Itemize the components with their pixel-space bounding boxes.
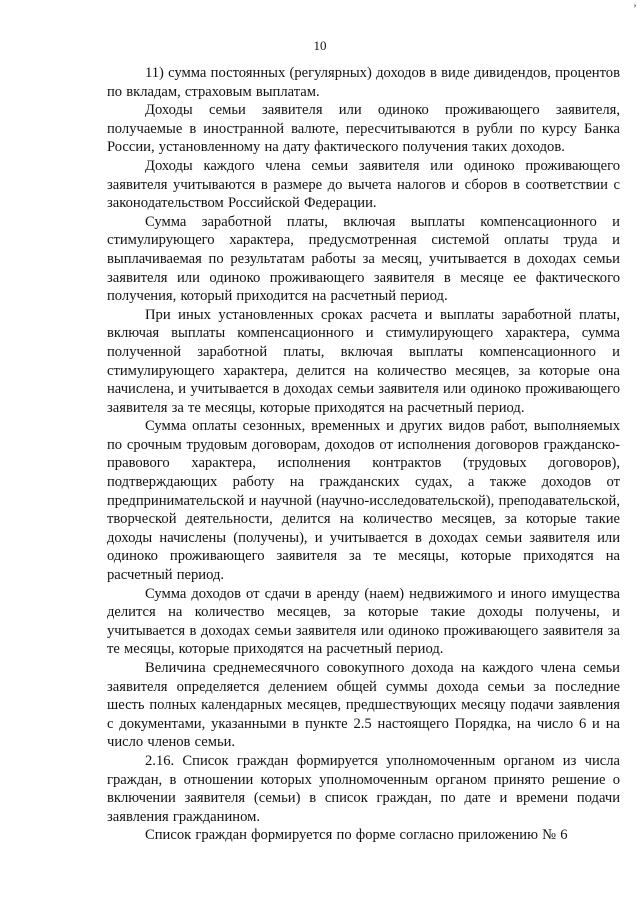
- paragraph-average-monthly-income: Величина среднемесячного совокупного дохода на каждого члена семьи заявителя определяется делением общей суммы дохода семьи за последние шесть полных календарных месяцев, предшествующих месяцу подачи заявления с документами, указанными в пункте 2.5 настоящего Порядка, на число 6 и на число членов семьи.: [107, 660, 620, 751]
- paragraph-monthly-salary: Сумма заработной платы, включая выплаты компенсационного и стимулирующего характера, предусмотренная системой оплаты труда и выплачиваемая по результатам работы за месяц, учитывается в доходах семьи заявителя или одиноко проживающего заявителя в месяце ее фактического получения, который приходится на расчетный период.: [107, 213, 620, 305]
- paragraph-rental-income: Сумма доходов от сдачи в аренду (наем) недвижимого и иного имущества делится на количество месяцев, за которые такие доходы получены, и учитывается в доходах семьи заявителя или одиноко проживающего заявителя за те месяцы, которые приходятся на расчетный период.: [107, 585, 620, 658]
- page-number: 10: [313, 38, 327, 53]
- paragraph-list-form: Список граждан формируется по форме согласно приложению № 6: [145, 827, 568, 844]
- paragraph-other-salary-terms: При иных установленных сроках расчета и выплаты заработной платы, включая выплаты компенсационного и стимулирующего характера, сумма полученной заработной платы, включая выплаты компенсационного и стимулирующего характера, делится на количество месяцев, за которые она начислена, и учитывается в доходах семьи заявителя или одиноко проживающего заявителя за те месяцы, которые приходятся на расчетный период.: [107, 306, 620, 416]
- paragraph-section-2-16: 2.16. Список граждан формируется уполномоченным органом из числа граждан, в отношении которых уполномоченным органом принято решение о включении заявителя (семьи) в список граждан, по дате и времени подачи заявления гражданином.: [107, 752, 620, 825]
- paragraph-foreign-currency-income: Доходы семьи заявителя или одиноко проживающего заявителя, получаемые в иностранной валюте, пересчитываются в рубли по курсу Банка России, установленному на дату фактического получения таких доходов.: [107, 102, 620, 156]
- corner-mark: ’: [633, 1, 637, 15]
- paragraph-income-before-taxes: Доходы каждого члена семьи заявителя или одиноко проживающего заявителя учитываются в размере до вычета налогов и сборов в соответствии с законодательством Российской Федерации.: [107, 157, 620, 212]
- paragraph-seasonal-work-income: Сумма оплаты сезонных, временных и других видов работ, выполняемых по срочным трудовым договорам, доходов от исполнения договоров гражданско-правового характера, исполнения контрактов (трудовых договоров), подтверждающих работу на гражданских судах, а также доходов от предпринимательской и научной (научно-исследовательской), преподавательской, творческой деятельности, делится на количество месяцев, за которые такие доходы начислены (получены), и учитывается в доходах семьи заявителя или одиноко проживающего заявителя за те месяцы, которые приходятся на расчетный период.: [107, 418, 620, 584]
- document-body: [107, 64, 620, 845]
- paragraph-item-11-dividends: 11) сумма постоянных (регулярных) доходов в виде дивидендов, процентов по вкладам, страховым выплатам.: [107, 65, 620, 100]
